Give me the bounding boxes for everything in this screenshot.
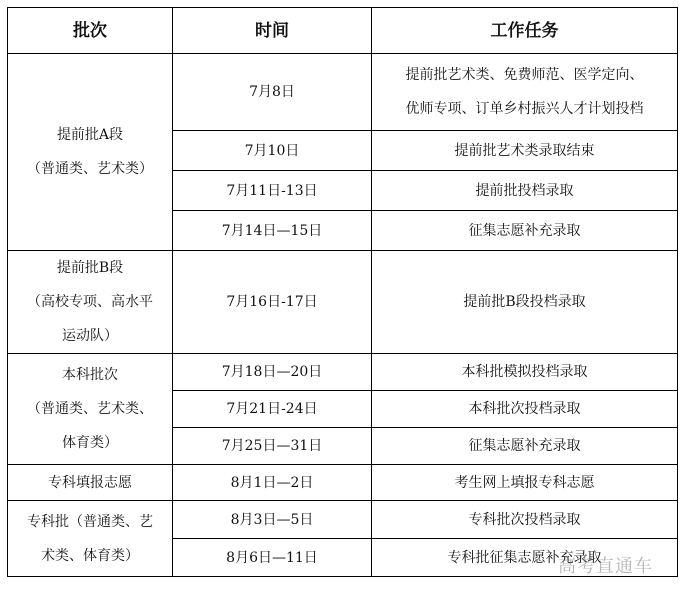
table-row <box>8 501 678 539</box>
batch-line: 专科批（普通类、艺 <box>27 513 153 530</box>
time-cell: 8月6日—11日 <box>173 539 372 577</box>
task-cell: 提前批B段投档录取 <box>372 251 678 354</box>
task-cell <box>372 54 678 131</box>
time-cell: 7月11日-13日 <box>173 171 372 211</box>
batch-line: 术类、体育类） <box>41 547 139 564</box>
batch-line: 提前批B段 <box>56 260 124 276</box>
header-time: 时间 <box>173 8 372 54</box>
batch-cell-college-fill: 专科填报志愿 <box>8 465 173 501</box>
batch-line: （高校专项、高水平 <box>27 294 153 310</box>
batch-line: （普通类、艺术类） <box>27 161 153 177</box>
task-line: 优师专项、订单乡村振兴人才计划投档 <box>405 101 644 117</box>
batch-line: （普通类、艺术类、 <box>27 401 153 417</box>
task-cell: 专科批征集志愿补充录取 <box>372 539 678 577</box>
watermark-text: 高考直通车 <box>558 556 653 577</box>
batch-cell-early-a <box>8 54 173 251</box>
task-cell: 专科批次投档录取 <box>372 501 678 539</box>
task-cell: 提前批投档录取 <box>372 171 678 211</box>
task-cell: 本科批模拟投档录取 <box>372 354 678 391</box>
table-row <box>8 465 678 501</box>
time-cell: 7月16日-17日 <box>173 251 372 354</box>
batch-line: 运动队） <box>62 328 118 344</box>
header-batch: 批次 <box>8 8 173 54</box>
header-task: 工作任务 <box>372 8 678 54</box>
time-cell: 7月25日—31日 <box>173 428 372 465</box>
table-row <box>8 354 678 391</box>
time-cell: 7月14日—15日 <box>173 211 372 251</box>
task-cell: 征集志愿补充录取 <box>372 428 678 465</box>
task-cell: 征集志愿补充录取 <box>372 211 678 251</box>
task-cell: 本科批次投档录取 <box>372 391 678 428</box>
time-cell: 8月3日—5日 <box>173 501 372 539</box>
time-cell: 7月8日 <box>173 54 372 131</box>
admission-schedule-table <box>7 7 678 577</box>
batch-cell-college <box>8 501 173 577</box>
table-row <box>8 54 678 131</box>
batch-line: 体育类） <box>62 435 118 451</box>
time-cell: 7月10日 <box>173 131 372 171</box>
time-cell: 7月18日—20日 <box>173 354 372 391</box>
batch-cell-early-b <box>8 251 173 354</box>
table-row <box>8 251 678 354</box>
task-line: 提前批艺术类、免费师范、医学定向、 <box>405 67 644 83</box>
batch-line: 提前批A段 <box>56 127 124 143</box>
batch-line: 本科批次 <box>62 367 118 383</box>
task-cell: 考生网上填报专科志愿 <box>372 465 678 501</box>
task-cell: 提前批艺术类录取结束 <box>372 131 678 171</box>
table-header-row <box>8 8 678 54</box>
time-cell: 7月21日-24日 <box>173 391 372 428</box>
time-cell: 8月1日—2日 <box>173 465 372 501</box>
batch-cell-undergrad <box>8 354 173 465</box>
